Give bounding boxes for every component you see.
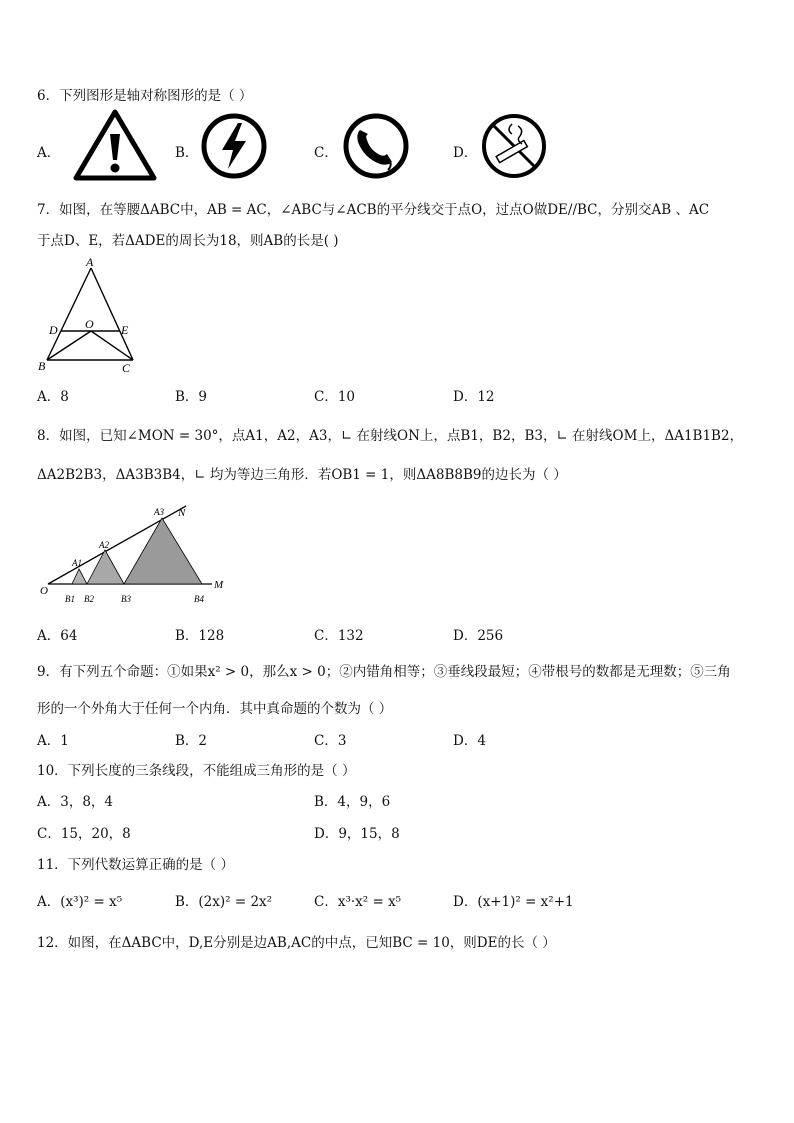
- label-a2: A2: [99, 540, 109, 550]
- q7-option-a: A．8: [37, 389, 69, 405]
- label-d: D: [49, 323, 58, 337]
- q11-option-a: A．(x³)² = x⁵: [37, 894, 123, 910]
- q10-option-d: D．9，15，8: [314, 826, 400, 842]
- q10-option-c: C．15，20，8: [37, 826, 131, 842]
- q8-option-b: B．128: [175, 628, 225, 644]
- q9-option-c: C．3: [314, 733, 347, 749]
- label-b4: B4: [194, 594, 204, 604]
- q11-stem: 11．下列代数运算正确的是（ ）: [37, 857, 234, 873]
- q9-stem-line1: 9．有下列五个命题：①如果x² > 0，那么x > 0；②内错角相等；③垂线段最短；④带根号的数都是无理数；⑤三角: [37, 664, 731, 680]
- q10-option-a: A．3，8，4: [37, 794, 114, 810]
- label-c: C: [122, 361, 131, 375]
- q6-option-c: C．: [314, 145, 338, 161]
- label-b3: B3: [121, 594, 131, 604]
- lightning-circle-icon: [198, 112, 270, 180]
- no-smoking-circle-icon: [478, 112, 550, 180]
- q9-option-b: B．2: [175, 733, 208, 749]
- label-b: B: [38, 359, 46, 373]
- q8-option-c: C．132: [314, 628, 364, 644]
- q8-stem-line1: 8．如图，已知∠MON = 30°，点A1，A2，A3，∟ 在射线ON上，点B1，B2，B3，∟ 在射线OM上，ΔA1B1B2，: [37, 428, 744, 444]
- q10-stem: 10．下列长度的三条线段，不能组成三角形的是（ ）: [37, 763, 356, 779]
- q7-option-b: B．9: [175, 389, 208, 405]
- q7-option-d: D．12: [453, 389, 495, 405]
- q8-triangles-figure: [36, 498, 236, 610]
- q6-option-a: A．: [37, 145, 61, 161]
- label-b2: B2: [84, 594, 94, 604]
- label-e: E: [121, 323, 129, 337]
- q6-stem: 6．下列图形是轴对称图形的是（ ）: [37, 88, 253, 104]
- label-a: A: [86, 255, 94, 269]
- q8-stem-line2: ΔA2B2B3，ΔA3B3B4，∟ 均为等边三角形．若OB1 = 1，则ΔA8B8B9的边长为（ ）: [37, 467, 567, 483]
- label-o: O: [85, 317, 94, 331]
- warning-triangle-icon: [72, 108, 158, 182]
- q8-option-d: D．256: [453, 628, 504, 644]
- q6-option-d: D．: [453, 145, 478, 161]
- label-m: M: [214, 579, 224, 591]
- label-a1: A1: [72, 558, 82, 568]
- q8-option-a: A．64: [37, 628, 78, 644]
- phone-circle-icon: [340, 112, 412, 180]
- q6-option-b: B．: [175, 145, 199, 161]
- q7-stem-line2: 于点D、E，若ΔADE的周长为18，则AB的长是( ): [37, 233, 339, 249]
- q11-option-b: B．(2x)² = 2x²: [175, 894, 273, 910]
- q12-stem: 12．如图，在ΔABC中，D,E分别是边AB,AC的中点，已知BC = 10，则DE的长（ ）: [37, 935, 556, 951]
- q11-option-d: D．(x+1)² = x²+1: [453, 894, 574, 910]
- label-n: N: [178, 507, 186, 519]
- q7-stem-line1: 7．如图，在等腰ΔABC中，AB = AC，∠ABC与∠ACB的平分线交于点O，过点O做DE//BC，分别交AB 、AC: [37, 202, 710, 218]
- q9-option-a: A．1: [37, 733, 69, 749]
- label-b1: B1: [65, 594, 75, 604]
- q11-option-c: C．x³·x² = x⁵: [314, 894, 402, 910]
- label-a3: A3: [154, 507, 164, 517]
- q10-option-b: B．4，9，6: [314, 794, 391, 810]
- q7-option-c: C．10: [314, 389, 356, 405]
- q9-option-d: D．4: [453, 733, 486, 749]
- label-o: O: [40, 585, 48, 597]
- q9-stem-line2: 形的一个外角大于任何一个内角．其中真命题的个数为（ ）: [37, 701, 393, 717]
- q7-triangle-figure: [34, 254, 146, 376]
